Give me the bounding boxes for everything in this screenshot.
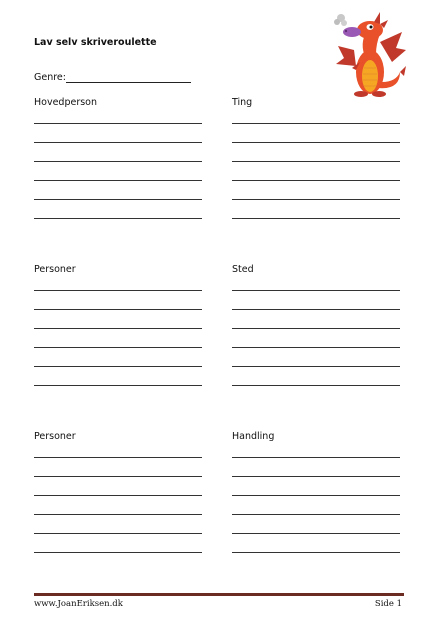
write-line[interactable] (34, 290, 202, 291)
page-title: Lav selv skriveroulette (34, 37, 157, 48)
write-line[interactable] (34, 552, 202, 553)
write-line[interactable] (232, 142, 400, 143)
write-line[interactable] (34, 161, 202, 162)
write-line[interactable] (34, 457, 202, 458)
write-line[interactable] (232, 533, 400, 534)
write-line[interactable] (232, 309, 400, 310)
write-line[interactable] (34, 533, 202, 534)
footer-divider (34, 593, 404, 596)
write-line[interactable] (34, 199, 202, 200)
section-personer-2 (34, 430, 202, 444)
section-label: Personer (34, 431, 76, 442)
write-line[interactable] (232, 328, 400, 329)
write-line[interactable] (232, 347, 400, 348)
write-line[interactable] (34, 476, 202, 477)
footer-website[interactable]: www.JoanEriksen.dk (34, 599, 123, 609)
write-line[interactable] (34, 218, 202, 219)
section-handling (232, 430, 400, 444)
write-line[interactable] (232, 552, 400, 553)
write-line[interactable] (232, 476, 400, 477)
genre-label: Genre: (34, 72, 66, 83)
write-line[interactable] (34, 123, 202, 124)
section-label: Personer (34, 264, 76, 275)
section-personer (34, 263, 202, 277)
write-line[interactable] (34, 366, 202, 367)
write-line[interactable] (232, 366, 400, 367)
dragon-icon (330, 10, 410, 102)
write-line[interactable] (34, 514, 202, 515)
write-line[interactable] (232, 290, 400, 291)
write-line[interactable] (232, 457, 400, 458)
write-line[interactable] (34, 142, 202, 143)
section-sted (232, 263, 400, 277)
write-line[interactable] (232, 514, 400, 515)
section-label: Handling (232, 431, 275, 442)
write-line[interactable] (34, 309, 202, 310)
section-label: Ting (232, 97, 253, 108)
write-line[interactable] (34, 347, 202, 348)
write-line[interactable] (232, 218, 400, 219)
write-line[interactable] (232, 385, 400, 386)
write-line[interactable] (232, 495, 400, 496)
write-line[interactable] (232, 180, 400, 181)
genre-write-line[interactable] (66, 82, 191, 83)
write-line[interactable] (232, 199, 400, 200)
section-label: Hovedperson (34, 97, 98, 108)
write-line[interactable] (232, 123, 400, 124)
write-line[interactable] (34, 495, 202, 496)
write-line[interactable] (34, 385, 202, 386)
section-hovedperson (34, 96, 202, 110)
footer-page-number: Side 1 (374, 599, 402, 609)
section-label: Sted (232, 264, 254, 275)
write-line[interactable] (232, 161, 400, 162)
write-line[interactable] (34, 328, 202, 329)
write-line[interactable] (34, 180, 202, 181)
